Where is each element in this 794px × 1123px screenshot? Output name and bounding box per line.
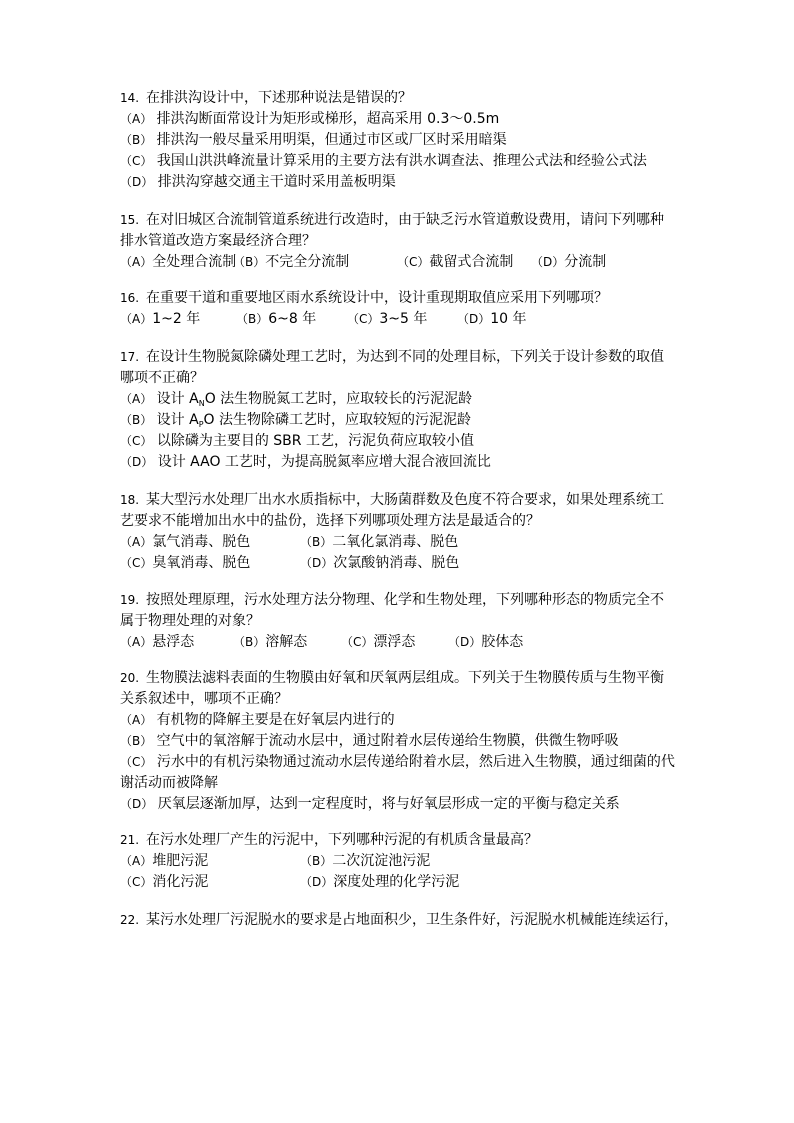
option-text-rest: O 法生物脱氮工艺时，应取较长的污泥泥龄 — [204, 391, 473, 407]
option-text: 二次沉淀池污泥 — [332, 853, 431, 869]
option-text: 厌氧层逐渐加厚，达到一定程度时，将与好氧层形成一定的平衡与稳定关系 — [153, 796, 620, 812]
option-subscript: P — [198, 420, 204, 429]
answer-option — [120, 431, 474, 452]
option-label: （B） — [120, 734, 153, 748]
option-text: 空气中的氧溶解于流动水层中，通过附着水层传递给生物膜，供微生物呼吸 — [152, 733, 619, 749]
question-number: 22. — [120, 913, 140, 927]
option-label: （C） — [120, 154, 153, 168]
question-number: 18. — [120, 493, 140, 507]
option-text: 污水中的有机污染物通过流动水层传递给附着水层，然后进入生物膜，通过细菌的代 — [152, 754, 675, 770]
answer-option — [120, 172, 396, 193]
option-text: 消化污泥 — [152, 874, 209, 890]
question-number: 17. — [120, 350, 140, 364]
answer-option — [448, 632, 523, 653]
question-stem-text: 哪项不正确？ — [120, 370, 204, 386]
option-text: 不完全分流制 — [265, 254, 350, 270]
answer-option — [457, 309, 527, 330]
option-text: 6~8 年 — [268, 311, 317, 327]
answer-option — [233, 632, 307, 653]
option-label: （D） — [457, 312, 491, 326]
answer-option — [120, 252, 236, 273]
option-text: 有机物的降解主要是在好氧层内进行的 — [152, 712, 395, 728]
option-text: 次氯酸钠消毒、脱色 — [333, 555, 460, 571]
answer-option — [120, 389, 472, 410]
question-stem-line — [120, 590, 664, 611]
question-stem-text: 在污水处理厂产生的污泥中，下列哪种污泥的有机质含量最高？ — [146, 832, 538, 848]
question-stem-line — [120, 511, 540, 532]
question-stem-line — [120, 210, 664, 231]
question-number: 20. — [120, 671, 140, 685]
option-text: 二氧化氯消毒、脱色 — [332, 534, 459, 550]
option-label: （B） — [120, 413, 153, 427]
option-label: （D） — [120, 797, 154, 811]
answer-option — [397, 252, 513, 273]
question-stem-text: 在排洪沟设计中，下述那种说法是错误的？ — [146, 90, 412, 106]
option-label: （C） — [347, 312, 380, 326]
option-text: 胶体态 — [481, 634, 524, 650]
option-label: （C） — [120, 556, 153, 570]
option-text: 设计 A — [152, 391, 199, 407]
option-label: （B） — [300, 535, 333, 549]
answer-option — [233, 252, 349, 273]
option-label: （A） — [120, 312, 153, 326]
question-stem-line — [120, 611, 260, 632]
question-stem-line — [120, 910, 678, 931]
question-stem-line — [120, 288, 608, 309]
answer-option — [531, 252, 606, 273]
answer-option — [347, 309, 427, 330]
option-label: （A） — [120, 392, 153, 406]
answer-option — [120, 553, 250, 574]
answer-option — [120, 731, 619, 752]
question-stem-text: 在对旧城区合流制管道系统进行改造时，由于缺乏污水管道敷设费用，请问下列哪种 — [146, 212, 664, 228]
question-stem-text: 生物膜法滤料表面的生物膜由好氧和厌氧两层组成。下列关于生物膜传质与生物平衡 — [146, 670, 664, 686]
question-stem-text: 关系叙述中，哪项不正确？ — [120, 691, 288, 707]
question-stem-text: 属于物理处理的对象？ — [120, 613, 260, 629]
question-stem-line — [120, 668, 664, 689]
question-stem-text: 在设计生物脱氮除磷处理工艺时，为达到不同的处理目标，下列关于设计参数的取值 — [146, 349, 664, 365]
option-text: 1~2 年 — [152, 311, 201, 327]
answer-option-continuation: 谢活动而被降解 — [120, 775, 218, 791]
question-stem-text: 在重要干道和重要地区雨水系统设计中，设计重现期取值应采用下列哪项？ — [146, 290, 608, 306]
option-text: 漂浮态 — [373, 634, 416, 650]
question-stem-line — [120, 830, 538, 851]
answer-option — [120, 710, 395, 731]
question-number: 15. — [120, 213, 140, 227]
option-text: 溶解态 — [265, 634, 308, 650]
answer-option — [341, 632, 415, 653]
option-label: （B） — [233, 255, 266, 269]
option-label: （D） — [120, 175, 154, 189]
option-label: （C） — [341, 635, 374, 649]
option-text: 分流制 — [564, 254, 607, 270]
answer-option — [120, 532, 250, 553]
option-label: （C） — [120, 755, 153, 769]
option-label: （A） — [120, 535, 153, 549]
option-label: （D） — [300, 556, 334, 570]
option-label: （C） — [397, 255, 430, 269]
answer-option — [300, 851, 430, 872]
question-stem-line — [120, 490, 664, 511]
option-text: 以除磷为主要目的 SBR 工艺，污泥负荷应取较小值 — [152, 433, 474, 449]
option-text: 堆肥污泥 — [152, 853, 209, 869]
answer-option — [120, 309, 200, 330]
option-text: 排洪沟穿越交通主干道时采用盖板明渠 — [153, 174, 396, 190]
option-text: 排洪沟断面常设计为矩形或梯形，超高采用 0.3～0.5m — [152, 111, 500, 127]
answer-option — [120, 109, 499, 130]
option-label: （B） — [120, 133, 153, 147]
question-stem-line — [120, 231, 316, 252]
option-text: 臭氧消毒、脱色 — [152, 555, 251, 571]
question-number: 14. — [120, 91, 140, 105]
answer-option — [120, 851, 208, 872]
option-label: （D） — [448, 635, 482, 649]
question-stem-text: 某污水处理厂污泥脱水的要求是占地面积少，卫生条件好，污泥脱水机械能连续运行， — [146, 912, 678, 928]
answer-option — [120, 452, 491, 473]
question-number: 21. — [120, 833, 140, 847]
option-label: （A） — [120, 112, 153, 126]
option-label: （B） — [236, 312, 269, 326]
question-stem-text: 艺要求不能增加出水中的盐份，选择下列哪项处理方法是最适合的？ — [120, 513, 540, 529]
answer-option — [120, 794, 620, 815]
option-text: 10 年 — [490, 311, 527, 327]
answer-option — [120, 632, 194, 653]
answer-option — [236, 309, 316, 330]
option-text: 排洪沟一般尽量采用明渠，但通过市区或厂区时采用暗渠 — [152, 132, 507, 148]
option-text: 我国山洪洪峰流量计算采用的主要方法有洪水调查法、推理公式法和经验公式法 — [152, 153, 647, 169]
option-text: 深度处理的化学污泥 — [333, 874, 460, 890]
answer-option — [300, 872, 459, 893]
question-number: 16. — [120, 291, 140, 305]
answer-option — [120, 410, 471, 431]
option-label: （B） — [300, 854, 333, 868]
answer-option — [300, 532, 458, 553]
question-stem-text: 排水管道改造方案最经济合理？ — [120, 233, 316, 249]
answer-option — [120, 151, 647, 172]
question-stem-text: 某大型污水处理厂出水水质指标中，大肠菌群数及色度不符合要求，如果处理系统工 — [146, 492, 664, 508]
option-text: 截留式合流制 — [429, 254, 514, 270]
question-stem-line — [120, 368, 204, 389]
option-text: 全处理合流制 — [152, 254, 237, 270]
option-label: （C） — [120, 875, 153, 889]
option-label: （D） — [300, 875, 334, 889]
option-label: （A） — [120, 255, 153, 269]
option-label: （A） — [120, 713, 153, 727]
question-stem-text: 按照处理原理，污水处理方法分物理、化学和生物处理，下列哪种形态的物质完全不 — [146, 592, 664, 608]
answer-option — [300, 553, 459, 574]
option-label: （D） — [531, 255, 565, 269]
option-text-rest: O 法生物除磷工艺时，应取较短的污泥泥龄 — [203, 412, 472, 428]
option-text: 设计 AAO 工艺时，为提高脱氮率应增大混合液回流比 — [153, 454, 491, 470]
option-label: （C） — [120, 434, 153, 448]
option-text: 氯气消毒、脱色 — [152, 534, 251, 550]
answer-option — [120, 872, 208, 893]
answer-option — [120, 130, 507, 151]
option-label: （D） — [120, 455, 154, 469]
question-stem-line — [120, 689, 288, 710]
option-label: （A） — [120, 635, 153, 649]
option-subscript: N — [198, 399, 205, 408]
question-stem-line — [120, 88, 412, 109]
question-number: 19. — [120, 593, 140, 607]
option-label: （A） — [120, 854, 153, 868]
question-stem-line — [120, 347, 664, 368]
option-text: 3~5 年 — [379, 311, 428, 327]
option-text: 设计 A — [152, 412, 199, 428]
option-text: 悬浮态 — [152, 634, 195, 650]
option-label: （B） — [233, 635, 266, 649]
answer-option — [120, 752, 675, 773]
